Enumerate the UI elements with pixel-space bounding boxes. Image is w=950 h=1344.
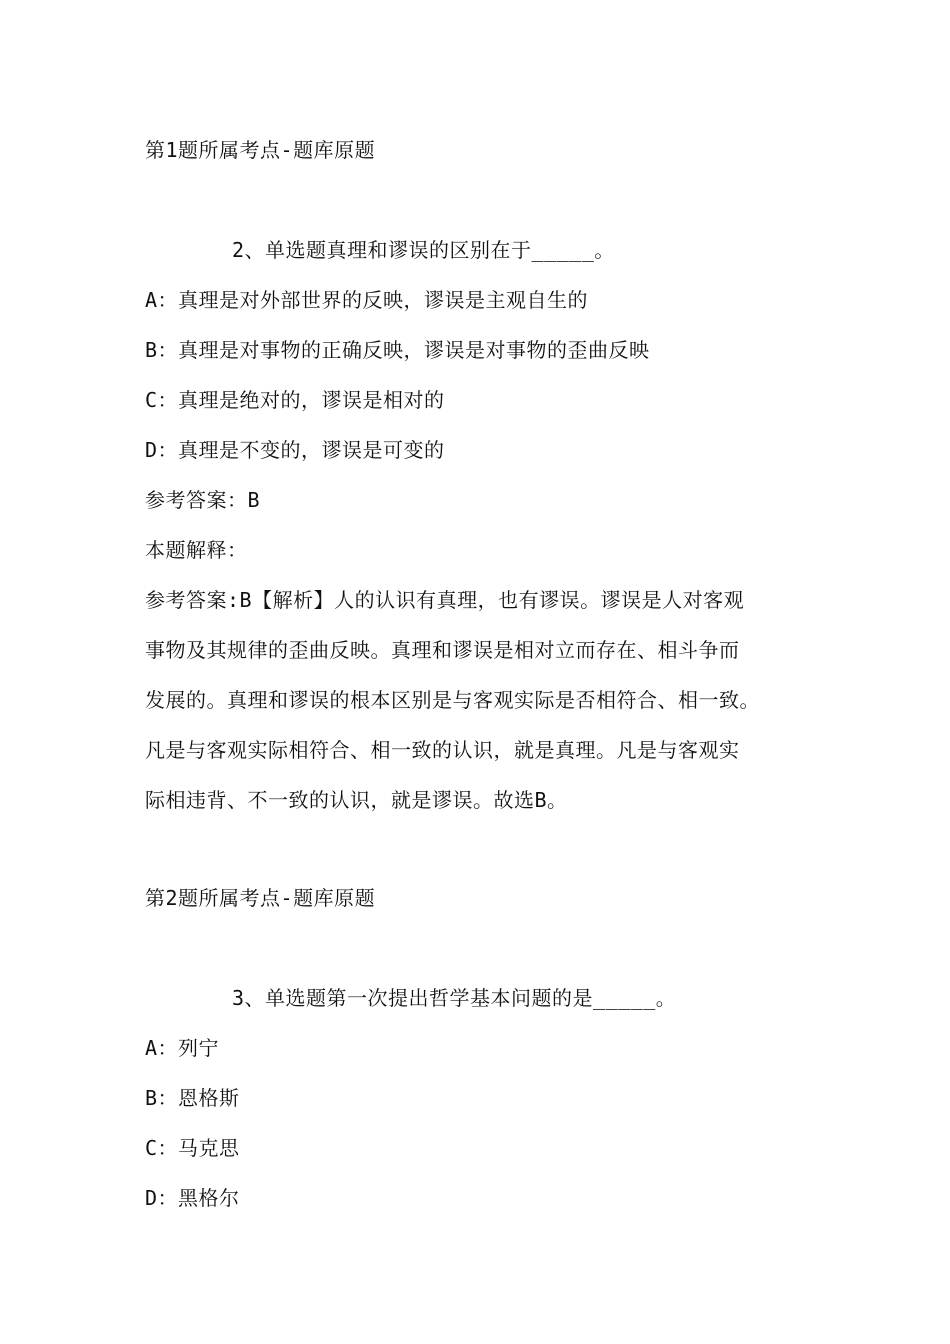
- question-stem: 2、单选题真理和谬误的区别在于_____。: [232, 238, 615, 262]
- explanation-line: 事物及其规律的歪曲反映。真理和谬误是相对立而存在、相斗争而: [145, 638, 740, 662]
- explanation-line: 际相违背、不一致的认识，就是谬误。故选B。: [145, 788, 568, 812]
- section-source-label: 第2题所属考点-题库原题: [145, 886, 376, 910]
- section-source-label: 第1题所属考点-题库原题: [145, 138, 376, 162]
- question-stem: 3、单选题第一次提出哲学基本问题的是_____。: [232, 986, 677, 1010]
- option-c: C：真理是绝对的，谬误是相对的: [145, 388, 445, 412]
- option-b: B：真理是对事物的正确反映，谬误是对事物的歪曲反映: [145, 338, 650, 362]
- option-c: C：马克思: [145, 1136, 240, 1160]
- explanation-line: 凡是与客观实际相符合、相一致的认识，就是真理。凡是与客观实: [145, 738, 740, 762]
- explanation-line: 参考答案:B【解析】人的认识有真理，也有谬误。谬误是人对客观: [145, 588, 745, 612]
- option-d: D：黑格尔: [145, 1186, 240, 1210]
- option-b: B：恩格斯: [145, 1086, 240, 1110]
- option-d: D：真理是不变的，谬误是可变的: [145, 438, 445, 462]
- reference-answer: 参考答案：B: [145, 488, 261, 512]
- explanation-line: 发展的。真理和谬误的根本区别是与客观实际是否相符合、相一致。: [145, 688, 760, 712]
- explanation-label: 本题解释：: [145, 538, 248, 562]
- option-a: A：真理是对外部世界的反映，谬误是主观自生的: [145, 288, 589, 312]
- option-a: A：列宁: [145, 1036, 220, 1060]
